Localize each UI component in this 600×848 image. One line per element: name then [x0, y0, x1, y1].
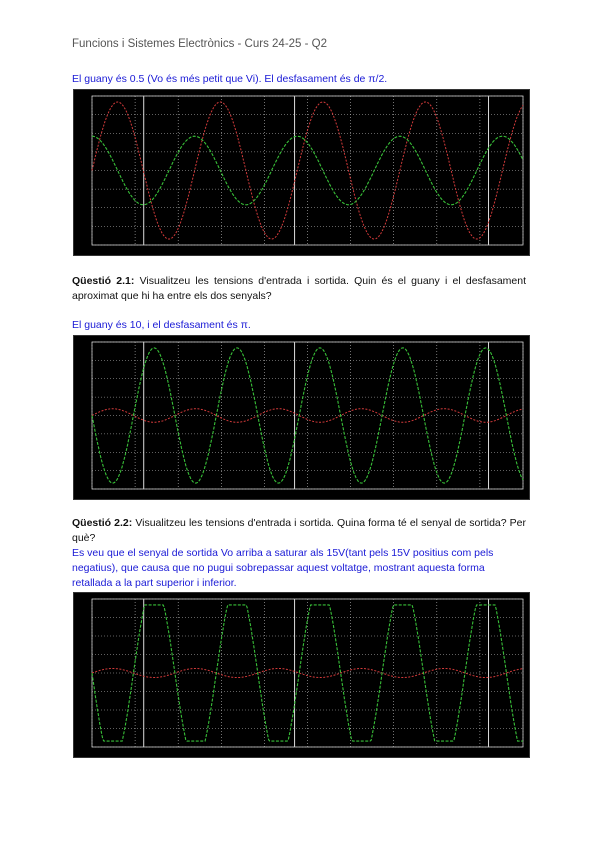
answer-2: El guany és 10, i el desfasament és π. [72, 319, 251, 331]
question-2-1-label: Qüestió 2.1: [72, 275, 135, 287]
answer-3: Es veu que el senyal de sortida Vo arriba a saturar als 15V(tant pels 15V positius com pels negatius), que causa que no pugui sobrepassar aquest voltatge, mostrant aquesta forma retallada a la part superior i inferior. [72, 547, 494, 589]
oscilloscope-plot-1 [73, 89, 530, 256]
question-2-2-text: Visualitzeu les tensions d'entrada i sortida. Quina forma té el senyal de sortida? Per què? [72, 517, 526, 544]
oscilloscope-plot-3 [73, 592, 530, 758]
plot-2-svg [74, 336, 529, 499]
page-header: Funcions i Sistemes Electrònics - Curs 24-25 - Q2 [72, 38, 328, 50]
question-2-2-label: Qüestió 2.2: [72, 517, 133, 529]
question-2-1-text: Visualitzeu les tensions d'entrada i sortida. Quin és el guany i el desfasament aproximat que hi ha entre els dos senyals? [72, 275, 526, 302]
question-2-1 [72, 274, 526, 304]
answer-1: El guany és 0.5 (Vo és més petit que Vi). El desfasament és de π/2. [72, 73, 388, 85]
scope-grid [92, 96, 523, 245]
scope-grid [92, 342, 523, 489]
plot-3-svg [74, 593, 529, 757]
question-2-2 [72, 516, 526, 546]
oscilloscope-plot-2 [73, 335, 530, 500]
plot-1-svg [74, 90, 529, 255]
